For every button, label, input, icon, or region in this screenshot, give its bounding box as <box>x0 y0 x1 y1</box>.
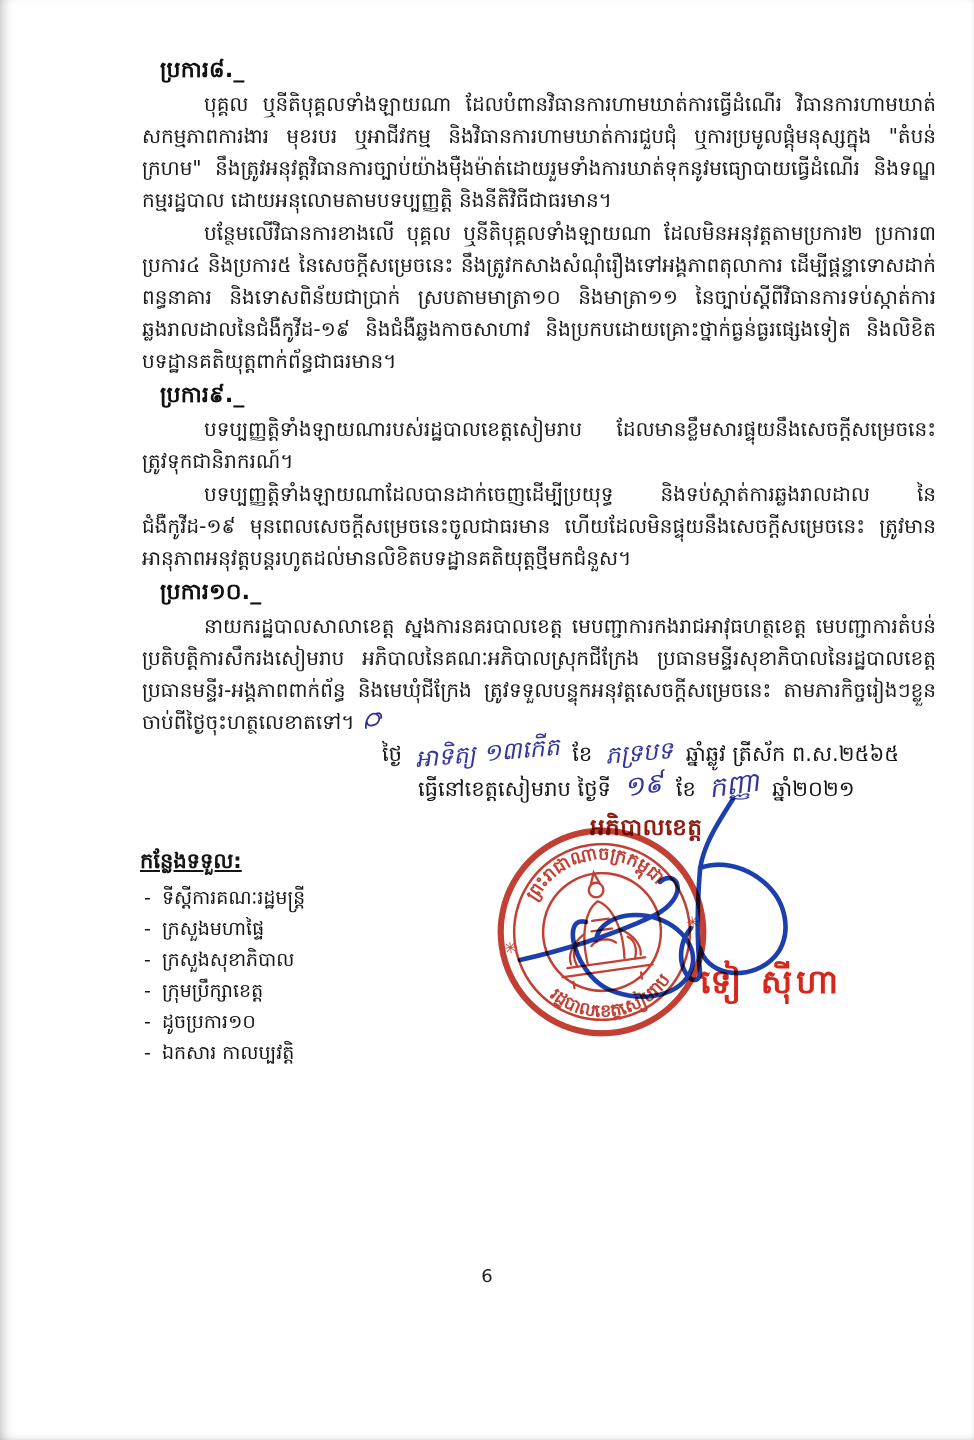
recipient-label: ក្រុមប្រឹក្សាខេត្ត <box>162 980 264 1002</box>
article-9-paragraph-1 <box>142 413 936 477</box>
list-dash: - <box>144 980 151 1002</box>
date-printed-text: ខែ <box>572 742 593 766</box>
list-dash: - <box>144 1011 151 1033</box>
recipient-label: ក្រសួងមហាផ្ទៃ <box>162 918 265 940</box>
recipient-item <box>140 1007 470 1038</box>
paragraph-text: បុគ្គល ឬនីតិបុគ្គលទាំងឡាយណា ដែលបំពានវិធានការហាមឃាត់ការធ្វើដំណើរ វិធានការហាមឃាត់សកម្មភាពការងារ មុខរបរ ឬអាជីវកម្ម និងវិធានការហាមឃាត់ការជួបជុំ ឬការប្រមូលផ្តុំមនុស្សក្នុង "តំបន់ក្រហម" នឹងត្រូវអនុវត្តវិធានការច្បាប់យ៉ាងម៉ឺងម៉ាត់ដោយរួមទាំងការឃាត់ទុកនូវមធ្យោបាយធ្វើដំណើរ និងទណ្ឌកម្មរដ្ឋបាល ដោយអនុលោមតាមបទប្បញ្ញត្តិ និងនីតិវិធីជាធរមាន។ <box>142 92 936 212</box>
article-10-paragraph-1 <box>142 610 936 738</box>
initial-paraph-mark <box>362 709 384 733</box>
date-printed-text: ឆ្នាំ២០២១ <box>772 777 855 801</box>
article-9-paragraph-2 <box>142 478 936 574</box>
recipient-item <box>140 976 470 1007</box>
recipient-label: ដូចប្រការ១០ <box>162 1011 256 1033</box>
list-dash: - <box>144 918 151 940</box>
paragraph-text: បន្ថែមលើវិធានការខាងលើ បុគ្គល ឬនីតិបុគ្គលទាំងឡាយណា ដែលមិនអនុវត្តតាមប្រការ២ ប្រការ៣ ប្រការ៤ និងប្រការ៥ នៃសេចក្តីសម្រេចនេះ នឹងត្រូវកសាងសំណុំរឿងទៅអង្គភាពតុលាការ ដើម្បីផ្តន្ទាទោសដាក់ពន្ធនាគារ និងទោសពិន័យជាប្រាក់ ស្របតាមមាត្រា១០ និងមាត្រា១១ នៃច្បាប់ស្តីពីវិធានការទប់ស្កាត់ការឆ្លងរាលដាលនៃជំងឺកូវីដ-១៩ និងជំងឺឆ្លងកាចសាហាវ និងប្រកបដោយគ្រោះថ្នាក់ធ្ងន់ធ្ងរផ្សេងទៀត និងលិខិតបទដ្ឋានគតិយុត្តពាក់ព័ន្ធជាធរមាន។ <box>142 221 936 373</box>
signer-title: អភិបាលខេត្ត <box>590 815 703 841</box>
seal-star-right-icon: ✳ <box>685 912 701 933</box>
recipient-item <box>140 945 470 976</box>
paragraph-text: បទប្បញ្ញត្តិទាំងឡាយណារបស់រដ្ឋបាលខេត្តសៀមរាប ដែលមានខ្លឹមសារផ្ទុយនឹងសេចក្តីសម្រេចនេះ ត្រូវទុកជានិរាករណ៍។ <box>142 417 936 473</box>
list-dash: - <box>144 887 151 909</box>
page-number: 6 <box>481 1266 493 1287</box>
article-8-heading: ប្រការ៨._ <box>160 58 245 83</box>
seal-text-kingdom: ព្រះរាជាណាចក្រកម្ពុជា <box>522 843 668 905</box>
paragraph-text: បទប្បញ្ញត្តិទាំងឡាយណាដែលបានដាក់ចេញដើម្បីប្រយុទ្ធ និងទប់ស្កាត់ការឆ្លងរាលដាល នៃជំងឺកូវីដ-១៩ មុនពេលសេចក្តីសម្រេចនេះចូលជាធរមាន ហើយដែលមិនផ្ទុយនឹងសេចក្តីសម្រេចនេះ ត្រូវមានអានុភាពអនុវត្តបន្តរហូតដល់មានលិខិតបទដ្ឋានគតិយុត្តថ្មីមកជំនួស។ <box>142 482 936 570</box>
recipient-label: ក្រសួងសុខាភិបាល <box>162 949 295 971</box>
date-printed-text: ខែ <box>675 777 696 801</box>
article-8-paragraph-1 <box>142 88 936 216</box>
recipient-item <box>140 883 470 914</box>
date-printed-text: ឆ្នាំឆ្លូវ ត្រីស័ក ព.ស.២៥៦៥ <box>685 742 900 766</box>
recipient-label: ទីស្តីការគណៈរដ្ឋមន្ត្រី <box>162 887 306 909</box>
handwritten-day-number: ១៩ <box>621 767 665 804</box>
handwritten-lunar-day: អាទិត្យ ១៣កើត <box>413 732 561 774</box>
seal-text-province: រដ្ឋបាលខេត្តសៀមរាប <box>545 970 675 1022</box>
handwritten-lunar-month: ភទ្របទ <box>603 736 675 770</box>
article-8-paragraph-2 <box>142 217 936 377</box>
paragraph-text: នាយករដ្ឋបាលសាលាខេត្ត ស្នងការនគរបាលខេត្ត មេបញ្ជាការកងរាជអាវុធហត្ថខេត្ត មេបញ្ជាការតំបន់ប្រតិបត្តិការសឹករងសៀមរាប អភិបាលនៃគណៈអភិបាលស្រុកជីក្រែង ប្រធានមន្ទីរសុខាភិបាលនៃរដ្ឋបាលខេត្ត ប្រធានមន្ទីរ-អង្គភាពពាក់ព័ន្ធ និងមេឃុំជីក្រែង ត្រូវទទួលបន្ទុកអនុវត្តសេចក្តីសម្រេចនេះ តាមភារកិច្ចរៀងៗខ្លួន ចាប់ពីថ្ងៃចុះហត្ថលេខាតទៅ។ <box>142 614 936 734</box>
list-dash: - <box>144 949 151 971</box>
date-printed-text: ថ្ងៃ <box>382 742 402 766</box>
signer-name: ទៀ ស៊ីហា <box>700 962 843 1001</box>
recipient-item <box>140 1038 470 1069</box>
recipient-label: ឯកសារ កាលប្បវត្តិ <box>162 1042 295 1064</box>
recipients-block <box>140 846 470 1069</box>
recipient-item <box>140 914 470 945</box>
decree-body <box>142 52 936 739</box>
handwritten-month-name: កញ្ញា <box>706 766 761 805</box>
recipients-heading: កន្លែងទទួល: <box>140 849 242 873</box>
lunar-date-line <box>330 732 930 774</box>
seal-star-left-icon: ✳ <box>502 938 519 958</box>
article-10-heading: ប្រការ១០._ <box>160 580 262 605</box>
list-dash: - <box>144 1042 151 1064</box>
article-9-heading: ប្រការ៩._ <box>160 383 245 408</box>
date-printed-text: ធ្វើនៅខេត្តសៀមរាប ថ្ងៃទី <box>418 777 611 801</box>
